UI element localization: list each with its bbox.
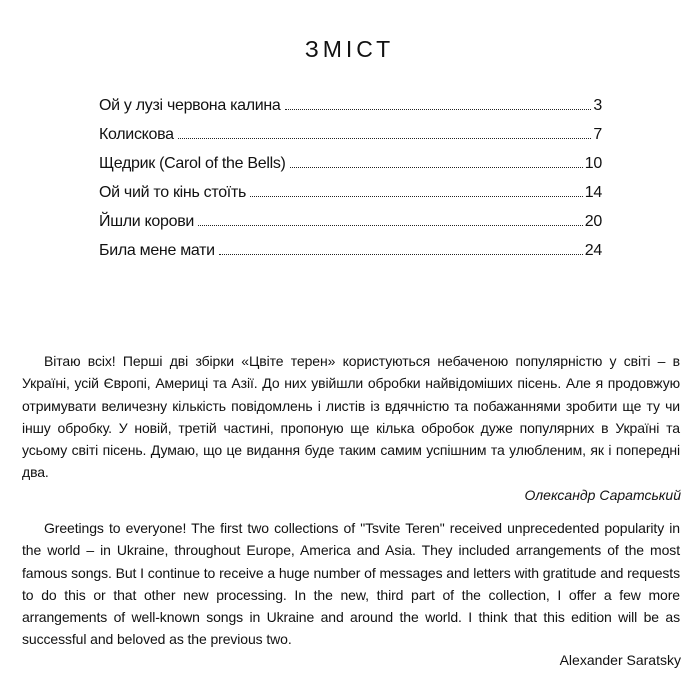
toc-dot-leader xyxy=(219,254,583,255)
toc-entry-page: 24 xyxy=(584,242,602,259)
page-title: ЗМІСТ xyxy=(304,36,395,62)
toc-entry-title: Щедрик (Carol of the Bells) xyxy=(99,155,286,172)
toc-dot-leader xyxy=(285,109,592,110)
toc-entry-page: 10 xyxy=(584,155,602,172)
toc-entry-page: 3 xyxy=(593,97,602,114)
intro-paragraph-ukrainian: Вітаю всіх! Перші дві збірки «Цвіте терен» користуються небаченою популярністю у світі – в Україні, усій Європі, Америці та Азії. До них увійшли обробки найвідоміших пісень. Але я продовжую отримувати величезну кількість повідомлень і листів із вдячністю та побажаннями зробити ще ту чи іншу обробку. У новій, третій частині, пропоную ще кілька обробок дуже популярних в Україні та усьому світі пісень. Думаю, що це видання буде таким самим успішним та улюбленим, як і попередні два. xyxy=(22,353,680,481)
toc-entry-page: 20 xyxy=(584,213,602,230)
toc-entry-title: Ой у лузі червона калина xyxy=(99,97,281,114)
toc-entry-title: Йшли корови xyxy=(99,213,195,230)
toc-entry[interactable] xyxy=(99,184,602,213)
author-signature-ukrainian: Олександр Саратський xyxy=(524,487,681,503)
toc-dot-leader xyxy=(178,138,592,139)
toc-entry[interactable] xyxy=(99,97,602,126)
toc-dot-leader xyxy=(250,196,583,197)
toc-entry-title: Ой чий то кінь стоїть xyxy=(99,184,247,201)
toc-dot-leader xyxy=(198,225,583,226)
author-signature-english: Alexander Saratsky xyxy=(559,652,681,668)
toc-entry[interactable] xyxy=(99,155,602,184)
table-of-contents xyxy=(99,97,602,271)
toc-entry[interactable] xyxy=(99,126,602,155)
toc-entry[interactable] xyxy=(99,242,602,271)
toc-entry[interactable] xyxy=(99,213,602,242)
toc-entry-title: Колискова xyxy=(99,126,174,143)
toc-entry-title: Била мене мати xyxy=(99,242,215,259)
toc-entry-page: 7 xyxy=(593,126,602,143)
intro-paragraph-english: Greetings to everyone! The first two collections of "Tsvite Teren" received unprecedented popularity in the world – in Ukraine, throughout Europe, America and Asia. They included arrangements of the most famous songs. But I continue to receive a huge number of messages and letters with gratitude and requests to do this or that other new processing. In the new, third part of the collection, I offer a few more arrangements of well-known songs in Ukraine and around the world. I think that this edition will be as successful and beloved as the previous two. xyxy=(22,520,680,648)
toc-dot-leader xyxy=(290,167,583,168)
toc-entry-page: 14 xyxy=(584,184,602,201)
